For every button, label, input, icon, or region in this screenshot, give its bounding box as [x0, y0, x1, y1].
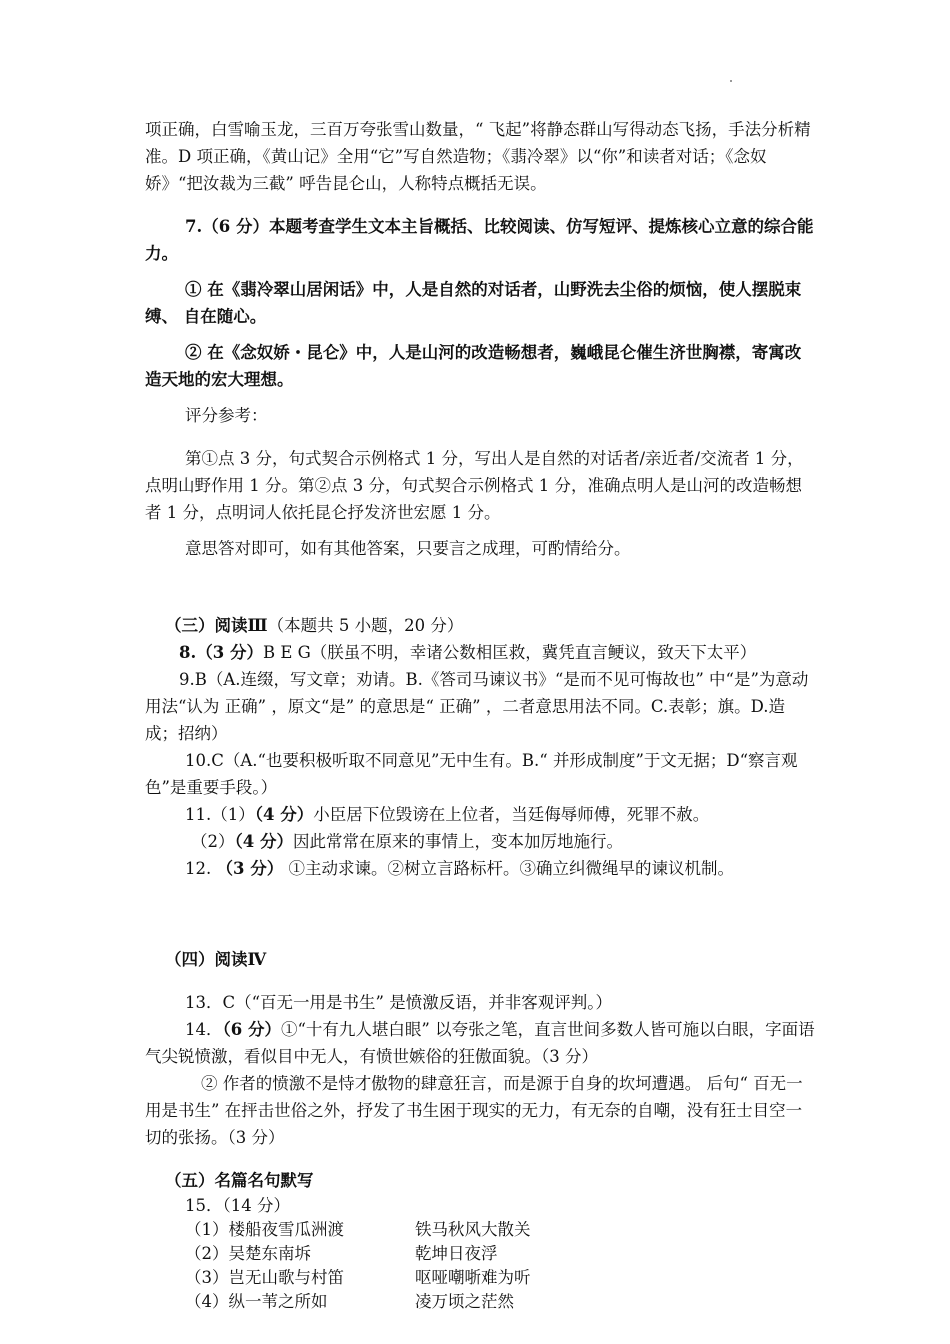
q8-number: 8.（3 分）: [179, 643, 263, 662]
table-row: [145, 1242, 815, 1266]
section-3-note: （本题共 5 小题，20 分）: [267, 616, 464, 635]
q11-answer-1: [145, 801, 815, 828]
q11-1-text: 小臣居下位毁谤在上位者，当廷侮辱师傅，死罪不赦。: [313, 805, 710, 824]
q14-text: ①“十有九人堪白眼” 以夸张之笔，直言世间多数人皆可施以白眼，字面语气尖锐愤激，看似目中无人，有愤世嫉俗的狂傲面貌。（3 分）: [145, 1020, 815, 1066]
q15-right-cell: 凌万顷之茫然: [415, 1292, 514, 1311]
q15-right-cell: 呕哑嘲哳难为听: [415, 1268, 531, 1287]
table-row: [145, 1266, 815, 1290]
q7-scoring-note: 意思答对即可，如有其他答案，只要言之成理，可酌情给分。: [185, 539, 631, 558]
q11-2-number: （2）: [191, 832, 235, 851]
q7-answer-1: ① 在《翡冷翠山居闲话》中，人是自然的对话者，山野洗去尘俗的烦恼，使人摆脱束缚、 自在随心。: [145, 280, 802, 326]
q11-answer-2: [145, 828, 815, 855]
q7-scoring-label: 评分参考：: [185, 406, 268, 425]
q15-left-cell: （4）纵一苇之所如: [185, 1292, 328, 1311]
q14-score: （6 分）: [222, 1020, 281, 1039]
q12-score: （3 分）: [216, 859, 284, 878]
q7-scoring-detail: 第①点 3 分，句式契合示例格式 1 分，写出人是自然的对话者/亲近者/交流者 1 分，点明山野作用 1 分。第②点 3 分，句式契合示例格式 1 分，准确点明人是山河的改造畅想者 1 分，点明词人依托昆仑抒发济世宏愿 1 分。: [145, 449, 804, 522]
q11-2-score: （4 分）: [234, 832, 293, 851]
q13-answer: 13．C（“百无一用是书生” 是愤激反语，并非客观评判。）: [185, 993, 612, 1012]
section-4-title: （四）阅读Ⅳ: [165, 950, 267, 969]
table-row: [145, 1290, 815, 1314]
page-mark: [730, 80, 732, 82]
q15-left-cell: （2）吴楚东南坼: [185, 1244, 311, 1263]
q8-answer: [145, 639, 815, 666]
q14-answer-1: [145, 1016, 815, 1070]
q15-right-cell: 乾坤日夜浮: [415, 1244, 498, 1263]
q12-text: ①主动求谏。②树立言路标杆。③确立纠微绳早的谏议机制。: [283, 859, 734, 878]
q15-left-cell: （3）岂无山歌与村笛: [185, 1268, 344, 1287]
q10-answer: 10.C（A.“也要积极听取不同意见”无中生有。B.“ 并形成制度”于文无据；D“察言观色”是重要手段。）: [145, 751, 798, 797]
q11-1-score: （4 分）: [254, 805, 314, 824]
q14-answer-2: ② 作者的愤激不是恃才傲物的肆意狂言，而是源于自身的坎坷遭遇。 后句“ 百无一用是书生” 在抨击世俗之外，抒发了书生困于现实的无力，有无奈的自嘲，没有狂士目空一切的张扬。（3 分）: [145, 1074, 803, 1147]
q11-2-text: 因此常常在原来的事情上，变本加厉地施行。: [292, 832, 623, 851]
q15-answer-table: [145, 1218, 815, 1314]
q7-heading: 7.（6 分）本题考查学生文本主旨概括、比较阅读、仿写短评、提炼核心立意的综合能力。: [145, 217, 814, 263]
q12-number: 12.: [185, 859, 217, 878]
q15-right-cell: 铁马秋风大散关: [415, 1220, 531, 1239]
section-3-title: （三）阅读Ⅲ: [165, 616, 268, 635]
q8-text: B E G（朕虽不明，幸诸公数相匡救，冀凭直言鲠议，致天下太平）: [262, 643, 757, 662]
q6-continued-text: 项正确，白雪喻玉龙，三百万夸张雪山数量，“ 飞起”将静态群山写得动态飞扬，手法分析精准。D 项正确，《黄山记》全用“它”写自然造物；《翡冷翠》以“你”和读者对话；《念奴娇》“把汝裁为三截” 呼告昆仑山，人称特点概括无误。: [145, 120, 811, 193]
section-5-title: （五）名篇名句默写: [165, 1171, 314, 1190]
q15-heading: 15．（14 分）: [185, 1196, 290, 1215]
q7-answer-2: ② 在《念奴娇・昆仑》中，人是山河的改造畅想者，巍峨昆仑催生济世胸襟，寄寓改造天地的宏大理想。: [145, 343, 802, 389]
answer-document: [145, 116, 815, 1314]
q12-answer: [145, 855, 815, 882]
section-3-heading: [145, 612, 815, 639]
q14-number: 14．: [185, 1020, 223, 1039]
q15-left-cell: （1）楼船夜雪瓜洲渡: [185, 1220, 344, 1239]
q11-1-number: 11.（1）: [185, 805, 255, 824]
table-row: [145, 1218, 815, 1242]
q9-answer: 9.B（A.连缀，写文章；劝请。B.《答司马谏议书》“是而不见可悔故也” 中“是”为意动用法“认为 正确” ，原文“是” 的意思是“ 正确” ，二者意思用法不同。C.表彰；旗。D.造成；招纳）: [145, 670, 809, 743]
